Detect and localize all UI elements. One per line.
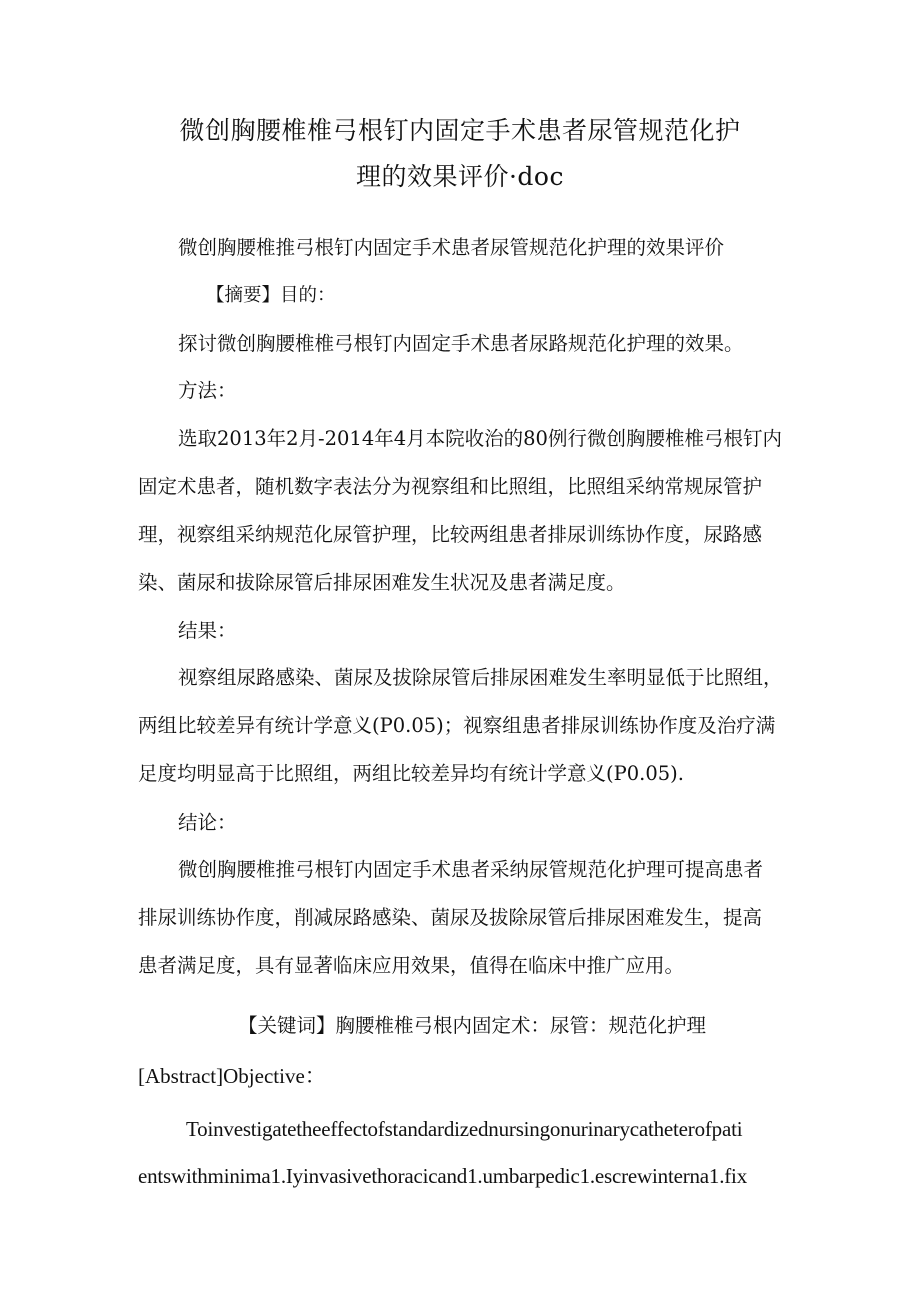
conclusion-line: 微创胸腰椎推弓根钉内固定手术患者采纳尿管规范化护理可提高患者: [178, 858, 764, 881]
objective-en-line: Toinvestigatetheeffectofstandardizednursingonurinarycatheterofpati: [186, 1117, 743, 1141]
results-line: 两组比较差异有统计学意义(P0.05)；视察组患者排尿训练协作度及治疗满: [138, 714, 776, 737]
methods-line: 理，视察组采纳规范化尿管护理，比较两组患者排尿训练协作度，尿路感: [138, 523, 763, 546]
keywords: 【关键词】胸腰椎椎弓根内固定术：尿管：规范化护理: [238, 1014, 707, 1037]
methods-line: 固定术患者，随机数字表法分为视察组和比照组，比照组采纳常规尿管护: [138, 475, 763, 498]
results-line: 足度均明显高于比照组，两组比较差异均有统计学意义(P0.05).: [138, 762, 684, 785]
results-heading: 结果：: [178, 619, 237, 642]
abstract-en-heading: [Abstract]Objective：: [138, 1064, 326, 1088]
methods-line: 染、菌尿和拔除尿管后排尿困难发生状况及患者满足度。: [138, 571, 626, 594]
objective-text: 探讨微创胸腰椎椎弓根钉内固定手术患者尿路规范化护理的效果。: [178, 332, 744, 355]
methods-line: 选取2013年2月-2014年4月本院收治的80例行微创胸腰椎椎弓根钉内: [178, 427, 782, 450]
results-line: 视察组尿路感染、菌尿及拔除尿管后排尿困难发生率明显低于比照组，: [178, 666, 783, 689]
objective-en-line: entswithminima1.Iyinvasivethoracicand1.umbarpedic1.escrewinterna1.fix: [138, 1164, 747, 1188]
conclusion-line: 患者满足度，具有显著临床应用效果，值得在临床中推广应用。: [138, 954, 685, 977]
subtitle: 微创胸腰椎推弓根钉内固定手术患者尿管规范化护理的效果评价: [178, 236, 725, 259]
conclusion-heading: 结论：: [178, 811, 237, 834]
document-title-line-1: 微创胸腰椎椎弓根钉内固定手术患者尿管规范化护: [179, 116, 741, 145]
document-title-line-2: 理的效果评价·doc: [355, 162, 564, 191]
conclusion-line: 排尿训练协作度，削减尿路感染、菌尿及拔除尿管后排尿困难发生，提高: [138, 906, 763, 929]
methods-heading: 方法：: [178, 379, 237, 402]
abstract-heading: 【摘要】目的：: [206, 285, 336, 306]
